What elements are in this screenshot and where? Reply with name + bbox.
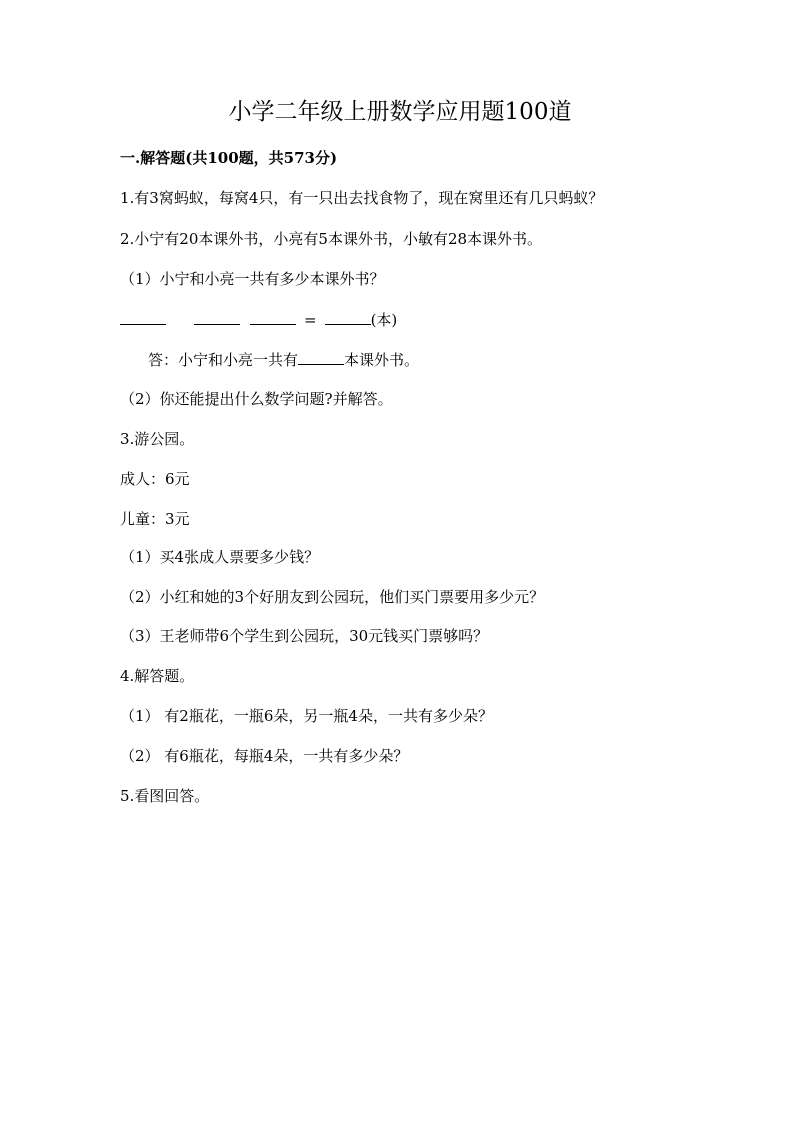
answer-blank[interactable]: [120, 308, 166, 325]
question-3-part-2: （2）小红和她的3个好朋友到公园玩，他们买门票要用多少元？: [120, 588, 545, 606]
answer-prefix: 答：小宁和小亮一共有: [148, 351, 299, 369]
child-price: 儿童：3元: [120, 510, 190, 528]
answer-suffix: 本课外书。: [344, 351, 420, 369]
section-heading: 一.解答题(共100题，共573分): [120, 149, 338, 167]
question-3-part-3: （3）王老师带6个学生到公园玩，30元钱买门票够吗？: [120, 627, 489, 645]
answer-equation-row: [120, 308, 397, 331]
answer-blank[interactable]: [250, 308, 296, 325]
question-2-part-2: （2）你还能提出什么数学问题?并解答。: [120, 390, 393, 408]
question-2-part-1: （1）小宁和小亮一共有多少本课外书？: [120, 270, 385, 288]
question-3-stem: 3.游公园。: [120, 430, 195, 448]
answer-blank[interactable]: [325, 308, 371, 325]
question-4-part-1: （1） 有2瓶花，一瓶6朵，另一瓶4朵，一共有多少朵？: [120, 707, 493, 725]
answer-blank[interactable]: [194, 308, 240, 325]
question-5: 5.看图回答。: [120, 787, 210, 805]
answer-sentence: [148, 348, 419, 371]
question-4-part-2: （2） 有6瓶花，每瓶4朵，一共有多少朵？: [120, 747, 409, 765]
answer-blank[interactable]: [298, 348, 344, 365]
question-2-stem: 2.小宁有20本课外书，小亮有5本课外书，小敏有28本课外书。: [120, 230, 543, 248]
adult-price: 成人：6元: [120, 470, 190, 488]
equals-sign: =: [304, 311, 317, 329]
unit-label: (本): [370, 311, 398, 329]
page-title: 小学二年级上册数学应用题100道: [228, 99, 572, 125]
question-1: 1.有3窝蚂蚁，每窝4只，有一只出去找食物了，现在窝里还有几只蚂蚁？: [120, 189, 604, 207]
question-4-stem: 4.解答题。: [120, 667, 195, 685]
question-3-part-1: （1）买4张成人票要多少钱？: [120, 548, 320, 566]
